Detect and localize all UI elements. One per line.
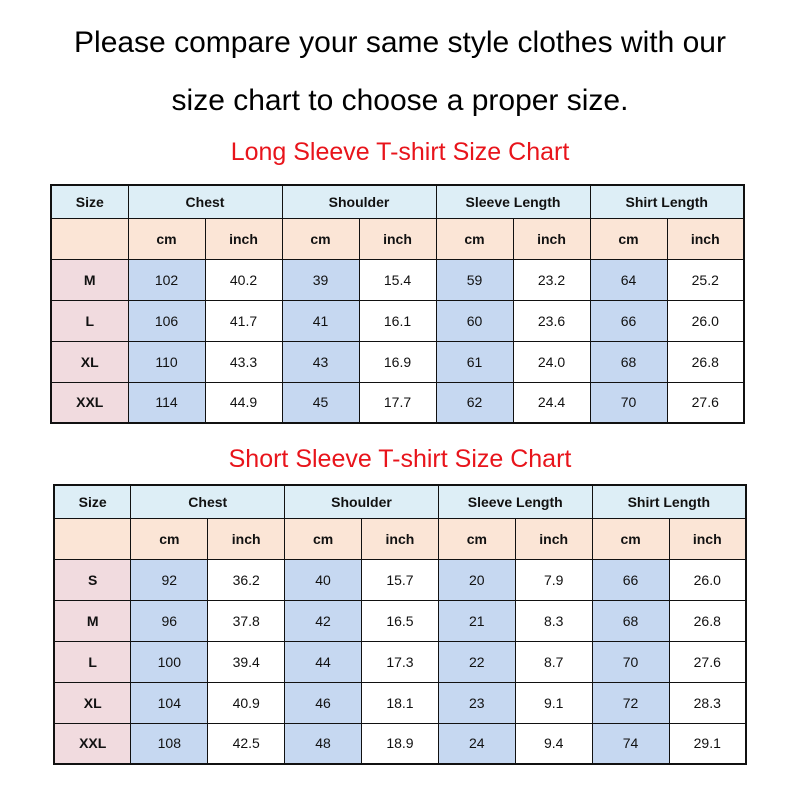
- unit-header: inch: [362, 518, 439, 559]
- size-label: M: [54, 600, 131, 641]
- measurement-cell: 66: [592, 559, 669, 600]
- unit-header: cm: [436, 218, 513, 259]
- measurement-cell: 17.3: [362, 641, 439, 682]
- measurement-cell: 16.5: [362, 600, 439, 641]
- measurement-header: Sleeve Length: [438, 485, 592, 518]
- measurement-cell: 66: [590, 300, 667, 341]
- measurement-cell: 26.0: [669, 559, 746, 600]
- measurement-cell: 41: [282, 300, 359, 341]
- unit-header: cm: [438, 518, 515, 559]
- size-row: [54, 723, 746, 764]
- measurement-cell: 60: [436, 300, 513, 341]
- measurement-cell: 26.0: [667, 300, 744, 341]
- measurement-cell: 44.9: [205, 382, 282, 423]
- unit-row-blank: [51, 218, 128, 259]
- measurement-header: Shirt Length: [590, 185, 744, 218]
- measurement-cell: 48: [285, 723, 362, 764]
- intro-line-2: size chart to choose a proper size.: [171, 84, 629, 117]
- unit-row: [54, 518, 746, 559]
- measurement-cell: 96: [131, 600, 208, 641]
- unit-header: cm: [282, 218, 359, 259]
- measurement-cell: 25.2: [667, 259, 744, 300]
- measurement-cell: 18.1: [362, 682, 439, 723]
- size-row: [51, 300, 744, 341]
- measurement-header: Shoulder: [285, 485, 439, 518]
- measurement-header: Shoulder: [282, 185, 436, 218]
- measurement-cell: 24.4: [513, 382, 590, 423]
- measurement-cell: 39: [282, 259, 359, 300]
- unit-header: inch: [667, 218, 744, 259]
- measurement-cell: 42: [285, 600, 362, 641]
- measurement-cell: 43: [282, 341, 359, 382]
- measurement-cell: 26.8: [669, 600, 746, 641]
- measurement-cell: 7.9: [515, 559, 592, 600]
- measurement-cell: 9.4: [515, 723, 592, 764]
- measurement-cell: 92: [131, 559, 208, 600]
- measurement-cell: 114: [128, 382, 205, 423]
- long-sleeve-size-table: [50, 184, 745, 424]
- measurement-cell: 74: [592, 723, 669, 764]
- size-label: L: [54, 641, 131, 682]
- size-label: L: [51, 300, 128, 341]
- measurement-cell: 70: [590, 382, 667, 423]
- size-row: [51, 341, 744, 382]
- measurement-cell: 21: [438, 600, 515, 641]
- size-row: [51, 382, 744, 423]
- measurement-cell: 72: [592, 682, 669, 723]
- measurement-cell: 62: [436, 382, 513, 423]
- measurement-cell: 18.9: [362, 723, 439, 764]
- size-row: [54, 600, 746, 641]
- measurement-cell: 42.5: [208, 723, 285, 764]
- unit-header: inch: [208, 518, 285, 559]
- size-label: M: [51, 259, 128, 300]
- measurement-cell: 40.9: [208, 682, 285, 723]
- measurement-cell: 15.7: [362, 559, 439, 600]
- unit-header: inch: [513, 218, 590, 259]
- measurement-header: Sleeve Length: [436, 185, 590, 218]
- unit-row: [51, 218, 744, 259]
- size-row: [54, 559, 746, 600]
- measurement-cell: 26.8: [667, 341, 744, 382]
- size-row: [54, 641, 746, 682]
- measurement-cell: 68: [590, 341, 667, 382]
- measurement-header: Chest: [131, 485, 285, 518]
- measurement-cell: 70: [592, 641, 669, 682]
- measurement-cell: 24: [438, 723, 515, 764]
- measurement-cell: 43.3: [205, 341, 282, 382]
- size-label: XL: [54, 682, 131, 723]
- measurement-cell: 29.1: [669, 723, 746, 764]
- measurement-cell: 106: [128, 300, 205, 341]
- measurement-cell: 8.3: [515, 600, 592, 641]
- unit-header: cm: [592, 518, 669, 559]
- measurement-cell: 39.4: [208, 641, 285, 682]
- measurement-cell: 40.2: [205, 259, 282, 300]
- long-sleeve-chart-title: Long Sleeve T-shirt Size Chart: [230, 138, 570, 166]
- intro-line-1: Please compare your same style clothes with our: [74, 26, 726, 59]
- measurement-cell: 59: [436, 259, 513, 300]
- size-column-header: Size: [51, 185, 128, 218]
- size-label: S: [54, 559, 131, 600]
- measurement-cell: 28.3: [669, 682, 746, 723]
- measurement-cell: 40: [285, 559, 362, 600]
- header-row: [54, 485, 746, 518]
- measurement-cell: 15.4: [359, 259, 436, 300]
- measurement-cell: 41.7: [205, 300, 282, 341]
- measurement-cell: 9.1: [515, 682, 592, 723]
- header-row: [51, 185, 744, 218]
- size-label: XXL: [51, 382, 128, 423]
- measurement-cell: 64: [590, 259, 667, 300]
- measurement-cell: 36.2: [208, 559, 285, 600]
- measurement-cell: 45: [282, 382, 359, 423]
- unit-header: inch: [205, 218, 282, 259]
- short-sleeve-chart-title: Short Sleeve T-shirt Size Chart: [228, 445, 572, 473]
- measurement-cell: 44: [285, 641, 362, 682]
- measurement-cell: 16.9: [359, 341, 436, 382]
- unit-header: inch: [669, 518, 746, 559]
- measurement-header: Chest: [128, 185, 282, 218]
- measurement-cell: 110: [128, 341, 205, 382]
- size-column-header: Size: [54, 485, 131, 518]
- measurement-cell: 68: [592, 600, 669, 641]
- measurement-cell: 61: [436, 341, 513, 382]
- measurement-cell: 100: [131, 641, 208, 682]
- unit-header: cm: [285, 518, 362, 559]
- measurement-cell: 23: [438, 682, 515, 723]
- measurement-cell: 37.8: [208, 600, 285, 641]
- measurement-cell: 24.0: [513, 341, 590, 382]
- unit-header: cm: [131, 518, 208, 559]
- measurement-cell: 23.2: [513, 259, 590, 300]
- short-sleeve-size-table: [53, 484, 747, 765]
- unit-header: cm: [590, 218, 667, 259]
- measurement-cell: 16.1: [359, 300, 436, 341]
- unit-row-blank: [54, 518, 131, 559]
- size-row: [51, 259, 744, 300]
- measurement-cell: 20: [438, 559, 515, 600]
- unit-header: inch: [359, 218, 436, 259]
- measurement-cell: 17.7: [359, 382, 436, 423]
- measurement-cell: 104: [131, 682, 208, 723]
- measurement-cell: 102: [128, 259, 205, 300]
- measurement-cell: 27.6: [669, 641, 746, 682]
- measurement-cell: 46: [285, 682, 362, 723]
- measurement-cell: 27.6: [667, 382, 744, 423]
- measurement-cell: 8.7: [515, 641, 592, 682]
- measurement-cell: 23.6: [513, 300, 590, 341]
- measurement-cell: 108: [131, 723, 208, 764]
- measurement-header: Shirt Length: [592, 485, 746, 518]
- size-row: [54, 682, 746, 723]
- size-label: XL: [51, 341, 128, 382]
- unit-header: inch: [515, 518, 592, 559]
- measurement-cell: 22: [438, 641, 515, 682]
- size-label: XXL: [54, 723, 131, 764]
- unit-header: cm: [128, 218, 205, 259]
